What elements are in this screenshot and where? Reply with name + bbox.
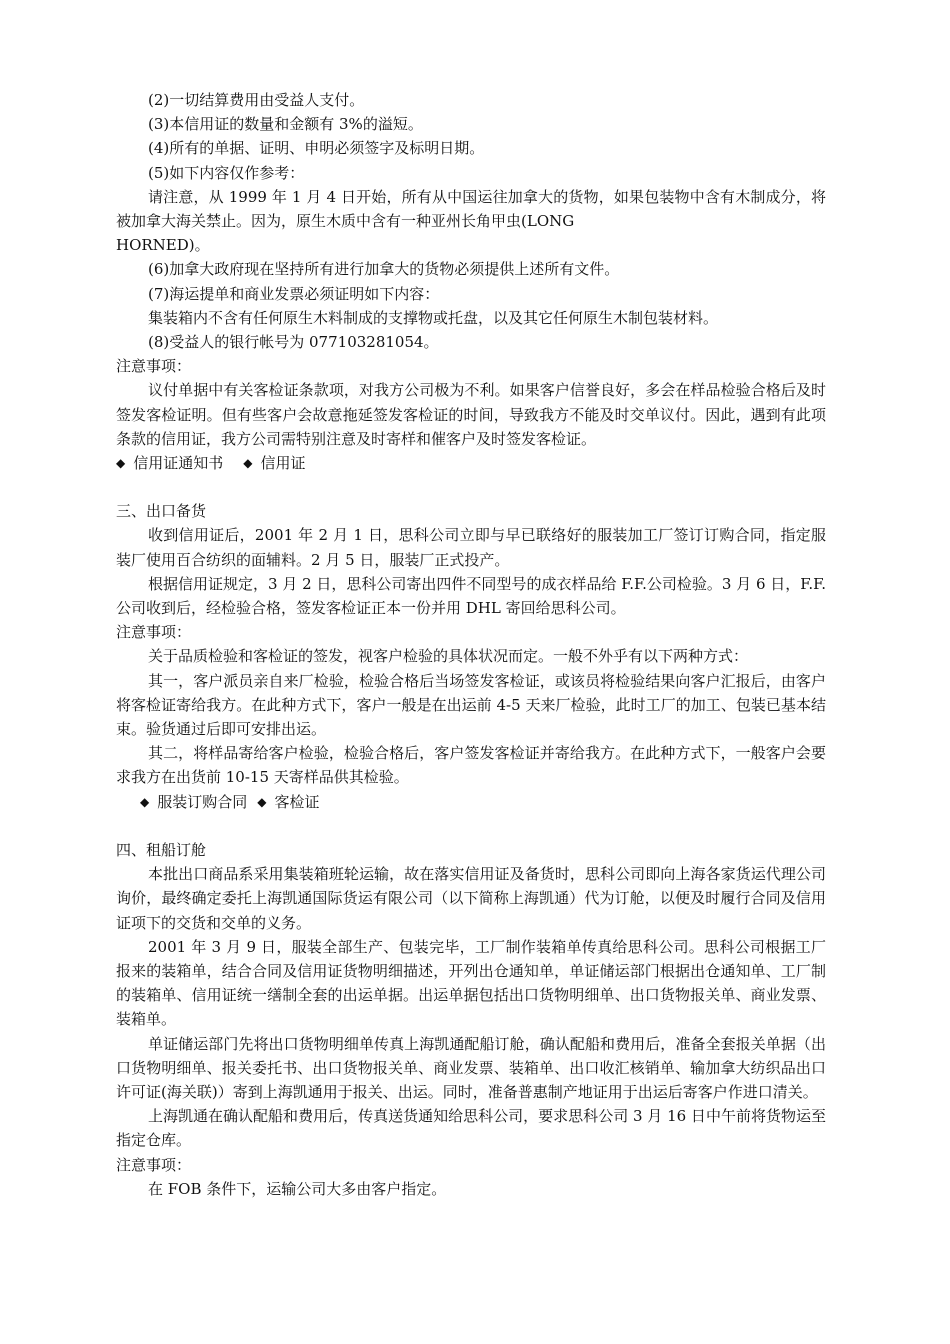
lc-item-3: (3)本信用证的数量和金额有 3%的溢短。 xyxy=(148,115,423,134)
lc-item-5: (5)如下内容仅作参考： xyxy=(148,163,305,182)
section-gap xyxy=(116,814,826,838)
lc-item-4: (4)所有的单据、证明、申明必须签字及标明日期。 xyxy=(148,139,485,158)
link-inspection-certificate[interactable]: 客检证 xyxy=(274,792,320,811)
lc-item-7-content: 集装箱内不含有任何原生木料制成的支撑物或托盘，以及其它任何原生木制包装材料。 xyxy=(148,308,719,327)
diamond-bullet-icon: ◆ xyxy=(243,456,253,471)
section-4-note-paragraph-1: 在 FOB 条件下，运输公司大多由客户指定。 xyxy=(148,1179,447,1198)
lc-note-text: 议付单据中有关客检证条款项，对我方公司极为不利。如果客户信誉良好，多会在样品检验合格后及时签发客检证明。但有些客户会故意拖延签发客检证的时间，导致我方不能及时交单议付。因此，遇到有此项条款的信用证，我方公司需特别注意及时寄样和催客户及时签发客检证。 xyxy=(116,381,826,448)
lc-links xyxy=(116,451,826,475)
section-3-note-title: 注意事项： xyxy=(116,623,192,642)
section-4-paragraph-3: 单证储运部门先将出口货物明细单传真上海凯通配船订舱，确认配船和费用后，准备全套报关单据（出口货物明细单、报关委托书、出口货物报关单、商业发票、装箱单、出口收汇核销单、输加拿大纺织品出口许可证(海关联)）寄到上海凯通用于报关、出运。同时，准备普惠制产地证用于出运后寄客户作进口清关。 xyxy=(116,1034,826,1101)
lc-item-7: (7)海运提单和商业发票必须证明如下内容： xyxy=(148,284,440,303)
document-page xyxy=(116,88,826,1201)
lc-notice-tail: HORNED)。 xyxy=(116,236,210,255)
section-3-note-paragraph-3: 其二，将样品寄给客户检验，检验合格后，客户签发客检证并寄给我方。在此种方式下，一般客户会要求我方在出货前 10-15 天寄样品供其检验。 xyxy=(116,744,826,787)
diamond-bullet-icon: ◆ xyxy=(140,794,150,809)
diamond-bullet-icon: ◆ xyxy=(116,456,126,471)
section-3-title: 三、出口备货 xyxy=(116,502,207,521)
section-3-note-paragraph-1: 关于品质检验和客检证的签发，视客户检验的具体状况而定。一般不外乎有以下两种方式： xyxy=(148,647,749,666)
section-3-paragraph-2: 根据信用证规定，3 月 2 日，思科公司寄出四件不同型号的成衣样品给 F.F.公司检验。3 月 6 日，F.F.公司收到后，经检验合格，签发客检证正本一份并用 DHL 寄回给思科公司。 xyxy=(116,574,826,618)
section-4-title: 四、租船订舱 xyxy=(116,840,207,859)
diamond-bullet-icon: ◆ xyxy=(257,794,267,809)
lc-item-8: (8)受益人的银行帐号为 077103281054。 xyxy=(148,333,439,352)
lc-note-title: 注意事项： xyxy=(116,357,192,376)
section-3-paragraph-1: 收到信用证后，2001 年 2 月 1 日，思科公司立即与早已联络好的服装加工厂签订订购合同，指定服装厂使用百合纺织的面辅料。2 月 5 日，服装厂正式投产。 xyxy=(116,526,826,569)
link-lc-advice[interactable]: 信用证通知书 xyxy=(133,454,224,473)
section-4-note-title: 注意事项： xyxy=(116,1155,192,1174)
section-3-note-paragraph-2: 其一，客户派员亲自来厂检验，检验合格后当场签发客检证，或该员将检验结果向客户汇报后，由客户将客检证寄给我方。在此种方式下，客户一般是在出运前 4-5 天来厂检验，此时工厂的加工、包装已基本结束。验货通过后即可安排出运。 xyxy=(116,671,826,739)
link-garment-contract[interactable]: 服装订购合同 xyxy=(157,792,248,811)
lc-notice-paragraph: 请注意，从 1999 年 1 月 4 日开始，所有从中国运往加拿大的货物，如果包装物中含有木制成分，将被加拿大海关禁止。因为，原生木质中含有一种亚州长角甲虫(LONG xyxy=(116,187,826,231)
lc-item-6: (6)加拿大政府现在坚持所有进行加拿大的货物必须提供上述所有文件。 xyxy=(148,260,620,279)
section-4-paragraph-1: 本批出口商品系采用集装箱班轮运输，故在落实信用证及备货时，思科公司即向上海各家货运代理公司询价，最终确定委托上海凯通国际货运有限公司（以下简称上海凯通）代为订舱，以便及时履行合同及信用证项下的交货和交单的义务。 xyxy=(116,865,826,932)
lc-item-2: (2)一切结算费用由受益人支付。 xyxy=(148,91,365,109)
link-letter-of-credit[interactable]: 信用证 xyxy=(260,454,306,473)
section-4-paragraph-4: 上海凯通在确认配船和费用后，传真送货通知给思科公司，要求思科公司 3 月 16 日中午前将货物运至指定仓库。 xyxy=(116,1107,826,1150)
section-4-paragraph-2: 2001 年 3 月 9 日，服装全部生产、包装完毕，工厂制作装箱单传真给思科公司。思科公司根据工厂报来的装箱单，结合合同及信用证货物明细描述，开列出仓通知单，单证储运部门根据出仓通知单、工厂制的装箱单、信用证统一缮制全套的出运单据。出运单据包括出口货物明细单、出口货物报关单、商业发票、装箱单。 xyxy=(116,937,826,1029)
section-3-links xyxy=(116,790,826,814)
section-gap xyxy=(116,475,826,499)
